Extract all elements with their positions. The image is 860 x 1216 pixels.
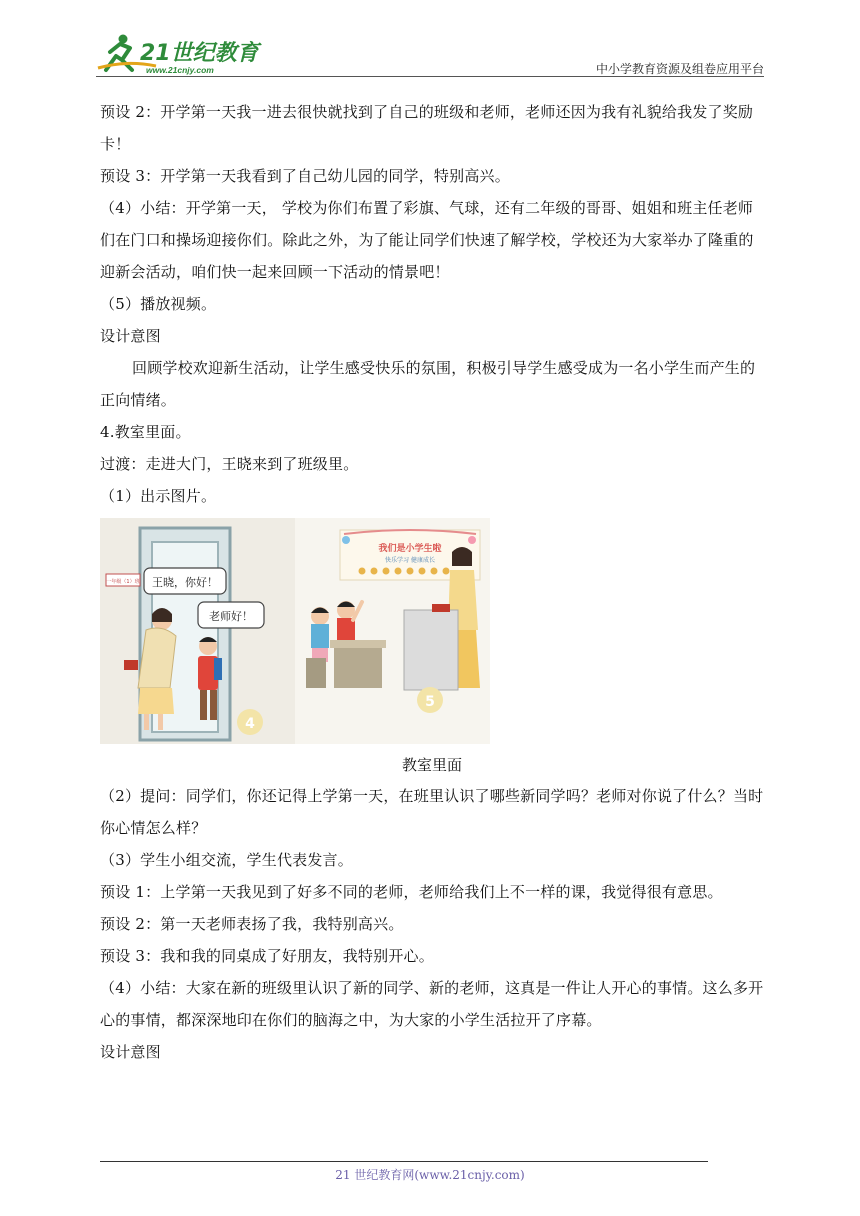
- section-heading: 设计意图: [100, 1043, 161, 1061]
- header-platform-text: 中小学教育资源及组卷应用平台: [595, 62, 764, 76]
- svg-text:老师好！: 老师好！: [209, 610, 253, 623]
- podium: [404, 610, 458, 690]
- svg-text:5: 5: [425, 694, 435, 710]
- paragraph: 预设 2：开学第一天我一进去很快就找到了自己的班级和老师，老师还因为我有礼貌给我发了奖励卡！: [100, 103, 754, 153]
- paragraph: （4）小结：大家在新的班级里认识了新的同学、新的老师，这真是一件让人开心的事情。这么多开心的事情，都深深地印在你们的脑海之中，为大家的小学生活拉开了序幕。: [100, 979, 764, 1029]
- paragraph: 过渡：走进大门，王晓来到了班级里。: [100, 455, 359, 473]
- document-body: [100, 96, 764, 1068]
- svg-text:快乐学习 健康成长: 快乐学习 健康成长: [385, 557, 435, 564]
- site-logo: [96, 30, 266, 76]
- paragraph: （1）出示图片。: [100, 487, 217, 505]
- desk: [330, 640, 386, 648]
- paragraph: 预设 3：我和我的同桌成了好朋友，我特别开心。: [100, 947, 434, 965]
- svg-text:王晓，你好！: 王晓，你好！: [152, 576, 218, 589]
- paragraph: 预设 1：上学第一天我见到了好多不同的老师，老师给我们上不一样的课，我觉得很有意思。: [100, 883, 723, 901]
- footer-link[interactable]: 21 世纪教育网(www.21cnjy.com): [335, 1168, 525, 1182]
- svg-text:一年级（1）班: 一年级（1）班: [106, 579, 140, 585]
- paragraph: （3）学生小组交流，学生代表发言。: [100, 851, 353, 869]
- paragraph: （2）提问：同学们，你还记得上学第一天，在班里认识了哪些新同学吗？老师对你说了什么？当时你心情怎么样？: [100, 787, 764, 837]
- paragraph: （4）小结：开学第一天， 学校为你们布置了彩旗、气球，还有二年级的哥哥、姐姐和班主任老师们在门口和操场迎接你们。除此之外，为了能让同学们快速了解学校，学校还为大家举办了隆重的迎新会活动，咱们快一起来回顾一下活动的情景吧！: [100, 199, 754, 281]
- svg-text:www.21cnjy.com: www.21cnjy.com: [146, 65, 214, 75]
- figure-caption: 教室里面: [401, 756, 462, 774]
- classroom-illustration: [100, 518, 490, 744]
- paragraph: 回顾学校欢迎新生活动，让学生感受快乐的氛围，积极引导学生感受成为一名小学生而产生的正向情绪。: [100, 359, 756, 409]
- section-heading: 4.教室里面。: [100, 423, 191, 441]
- svg-text:21世纪教育: 21世纪教育: [140, 41, 259, 66]
- svg-text:4: 4: [245, 716, 255, 732]
- footer-divider: [100, 1161, 708, 1162]
- paragraph: （5）播放视频。: [100, 295, 217, 313]
- header-divider: [96, 76, 764, 77]
- svg-text:我们是小学生啦: 我们是小学生啦: [378, 544, 442, 554]
- page-header: [96, 28, 764, 78]
- paragraph: 预设 3：开学第一天我看到了自己幼儿园的同学，特别高兴。: [100, 167, 510, 185]
- paragraph: 预设 2：第一天老师表扬了我，我特别高兴。: [100, 915, 404, 933]
- section-heading: 设计意图: [100, 327, 161, 345]
